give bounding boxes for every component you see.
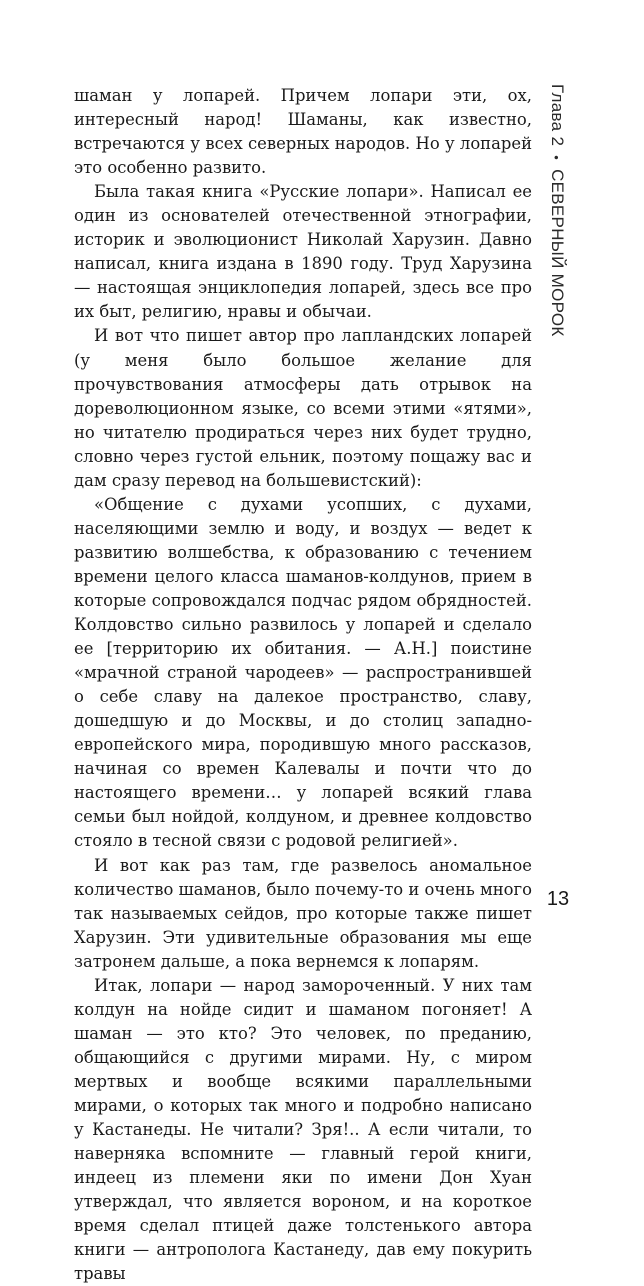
paragraph-1: шаман у лопарей. Причем лопари эти, ох, интересный народ! Шаманы, как известно, встречаются у всех северных народов. Но у лопарей это особенно развито. <box>74 86 532 178</box>
paragraph-5: И вот как раз там, где развелось аномальное количество шаманов, было почему-то и очень много так называемых сейдов, про которые также пишет Харузин. Эти удивительные образования мы еще затронем дальше, а пока вернемся к лопарям. <box>74 855 532 971</box>
paragraph-2: Была такая книга «Русские лопари». Написал ее один из основателей отечественной этнографии, историк и эволюционист Николай Харузин. Давно написал, книга издана в 1890 году. Труд Харузина — настоящая энциклопедия лопарей, здесь все про их быт, религию, нравы и обычаи. <box>74 182 532 322</box>
paragraph-3: И вот что пишет автор про лапландских лопарей (у меня было большое желание для прочувствования атмосферы дать отрывок на дореволюционном языке, со всеми этими «ятями», но читателю продираться через них будет трудно, словно через густой ельник, поэтому пощажу вас и дам сразу перевод на большевистский): <box>74 326 532 490</box>
running-head-text <box>545 84 568 337</box>
page-number: 13 <box>546 888 570 910</box>
running-head-chapter: Глава 2 <box>548 84 567 147</box>
main-text-block <box>74 84 532 1286</box>
running-head <box>544 84 572 344</box>
paragraph-6: Итак, лопари — народ замороченный. У них там колдун на нойде сидит и шаманом погоняет! А шаман — это кто? Это человек, по преданию, общающийся с другими мирами. Ну, с миром мертвых и вообще всякими параллельными мирами, о которых так много и подробно написано у Кастанеды. Не читали? Зря!.. А если читали, то наверняка вспомните — главный герой книги, индеец из племени яки по имени Дон Хуан утверждал, что является вороном, и на короткое время сделал птицей даже толстенького автора книги — антрополога Кастанеду, дав ему покурить травы <box>74 975 532 1284</box>
paragraph-4-quote: «Общение с духами усопших, с духами, населяющими землю и воду, и воздух — ведет к развитию волшебства, к образованию с течением времени целого класса шаманов-колдунов, прием в которые сопровождался подчас рядом обрядностей. Колдовство сильно развилось у лопарей и сделало ее [территорию их обитания. — А.Н.] поистине «мрачной страной чародеев» — распространившей о себе славу на далекое пространство, славу, дошедшую и до Москвы, и до столиц западно-европейского мира, породившую много рассказов, начиная со времен Калевалы и почти что до настоящего времени… у лопарей всякий глава семьи был нойдой, колдуном, и древнее колдовство стояло в тесной связи с родовой религией». <box>74 494 532 851</box>
running-head-separator: • <box>549 155 564 161</box>
running-head-title: СЕВЕРНЫЙ МОРОК <box>548 169 567 337</box>
